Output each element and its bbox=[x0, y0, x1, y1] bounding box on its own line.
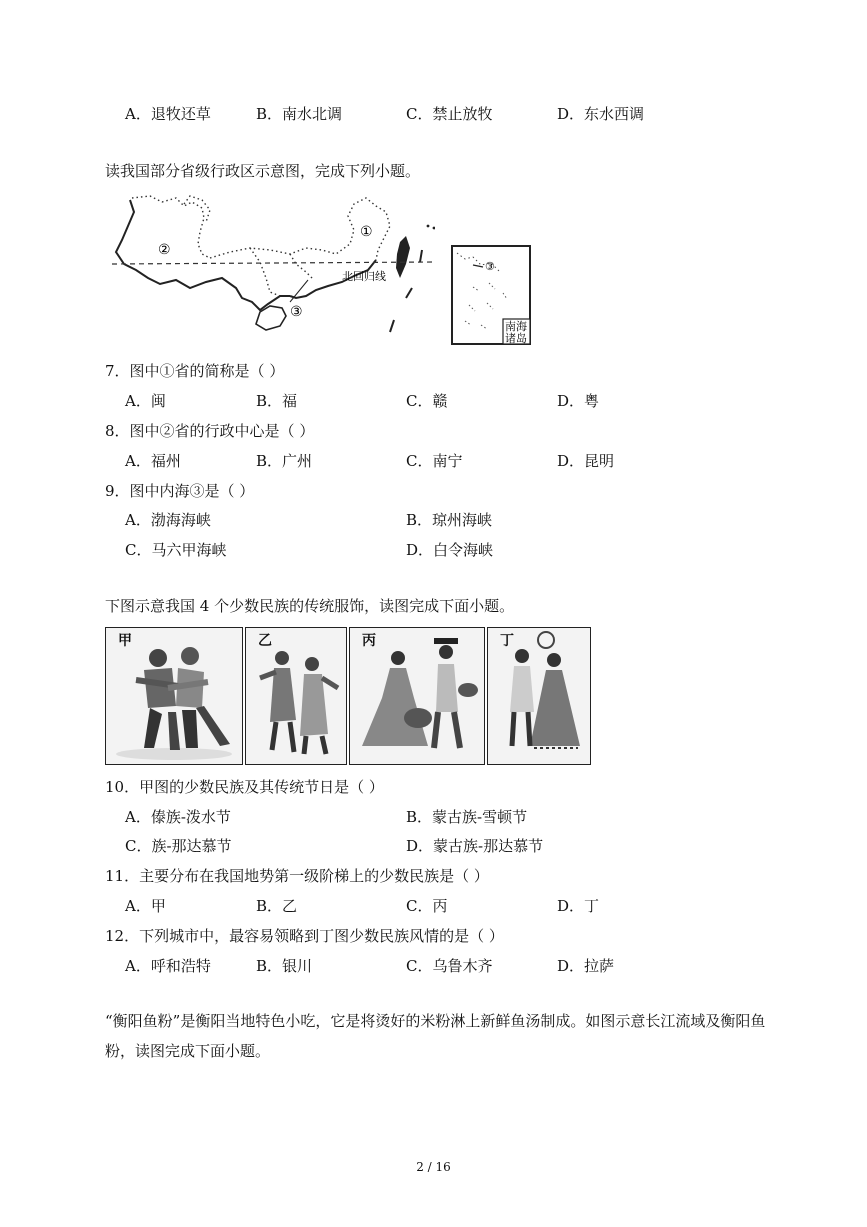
photo-label-bing: 丙 bbox=[362, 633, 376, 649]
q6-option-b: B．南水北调 bbox=[256, 105, 343, 123]
q8-option-d: D．昆明 bbox=[557, 452, 615, 470]
q6-option-a: A．退牧还草 bbox=[125, 105, 211, 123]
photo-label-ding: 丁 bbox=[500, 633, 514, 649]
intro-map: 读我国部分省级行政区示意图，完成下列小题。 bbox=[105, 162, 421, 180]
intro-hengyang: “衡阳鱼粉”是衡阳当地特色小吃，它是将烫好的米粉淋上新鲜鱼汤制成。如图示意长江流域及衡阳鱼粉，读图完成下面小题。 bbox=[105, 1012, 766, 1060]
photo-bing bbox=[349, 627, 485, 765]
boundary-1 bbox=[132, 196, 210, 258]
photo-label-yi: 乙 bbox=[258, 633, 272, 649]
photo-label-jia: 甲 bbox=[118, 633, 132, 649]
q10-option-c: C．族-那达慕节 bbox=[125, 837, 232, 855]
q7-option-c: C．赣 bbox=[406, 392, 448, 410]
q6-option-d: D．东水西调 bbox=[557, 105, 645, 123]
boundary-4 bbox=[250, 248, 280, 296]
inset-title-line2: 诸岛 bbox=[505, 332, 527, 345]
tropic-line bbox=[112, 262, 435, 264]
q10-stem: 10．甲图的少数民族及其传统节日是（ ） bbox=[105, 778, 384, 796]
q12-stem: 12．下列城市中，最容易领略到丁图少数民族风情的是（ ） bbox=[105, 927, 504, 945]
q11-option-a: A．甲 bbox=[125, 897, 166, 915]
q11-option-d: D．丁 bbox=[557, 897, 600, 915]
photo-jia bbox=[105, 627, 243, 765]
q7-option-b: B．福 bbox=[256, 392, 298, 410]
q8-option-a: A．福州 bbox=[125, 452, 181, 470]
q10-option-a: A．傣族-泼水节 bbox=[125, 808, 231, 826]
map-label-3: ③ bbox=[290, 304, 303, 320]
q12-option-a: A．呼和浩特 bbox=[125, 957, 211, 975]
boundary-2 bbox=[184, 196, 210, 222]
q8-stem: 8．图中②省的行政中心是（ ） bbox=[105, 422, 315, 440]
q9-stem: 9．图中内海③是（ ） bbox=[105, 482, 255, 500]
map-label-2: ② bbox=[158, 242, 171, 258]
q7-option-a: A．闽 bbox=[125, 392, 166, 410]
q9-option-c: C．马六甲海峡 bbox=[125, 541, 227, 559]
island-mark-2 bbox=[406, 288, 412, 298]
q8-option-b: B．广州 bbox=[256, 452, 313, 470]
q11-stem: 11．主要分布在我国地势第一级阶梯上的少数民族是（ ） bbox=[105, 867, 489, 885]
q10-option-b: B．蒙古族-雪顿节 bbox=[406, 808, 528, 826]
q8-option-c: C．南宁 bbox=[406, 452, 463, 470]
q9-option-d: D．白令海峡 bbox=[406, 541, 494, 559]
province-map bbox=[110, 192, 435, 342]
q7-stem: 7．图中①省的简称是（ ） bbox=[105, 362, 285, 380]
q11-option-c: C．丙 bbox=[406, 897, 448, 915]
taiwan-island bbox=[396, 236, 410, 278]
q11-option-b: B．乙 bbox=[256, 897, 298, 915]
q12-option-c: C．乌鲁木齐 bbox=[406, 957, 493, 975]
tropic-label: 北回归线 bbox=[342, 270, 386, 283]
south-china-sea-inset bbox=[451, 245, 531, 345]
q9-option-b: B．琼州海峡 bbox=[406, 511, 493, 529]
island-dot-1 bbox=[427, 225, 430, 228]
island-dot-2 bbox=[433, 227, 435, 230]
q9-option-a: A．渤海海峡 bbox=[125, 511, 211, 529]
boundary-5 bbox=[290, 254, 314, 280]
q7-option-d: D．粤 bbox=[557, 392, 600, 410]
q10-option-d: D．蒙古族-那达慕节 bbox=[406, 837, 544, 855]
map-label-1: ① bbox=[360, 224, 373, 240]
page-number: 2 / 16 bbox=[416, 1160, 451, 1174]
photo-ding bbox=[487, 627, 591, 765]
q12-option-d: D．拉萨 bbox=[557, 957, 615, 975]
q6-option-c: C．禁止放牧 bbox=[406, 105, 493, 123]
inset-title-line1: 南海 bbox=[505, 320, 527, 333]
costume-photos bbox=[105, 627, 595, 765]
inset-label-3: ③ bbox=[485, 260, 495, 273]
intro-costumes: 下图示意我国 4 个少数民族的传统服饰，读图完成下面小题。 bbox=[105, 597, 515, 615]
island-mark-3 bbox=[390, 320, 394, 332]
q12-option-b: B．银川 bbox=[256, 957, 313, 975]
strait-arrow bbox=[290, 280, 308, 302]
island-mark-1 bbox=[420, 250, 422, 262]
photo-yi bbox=[245, 627, 347, 765]
